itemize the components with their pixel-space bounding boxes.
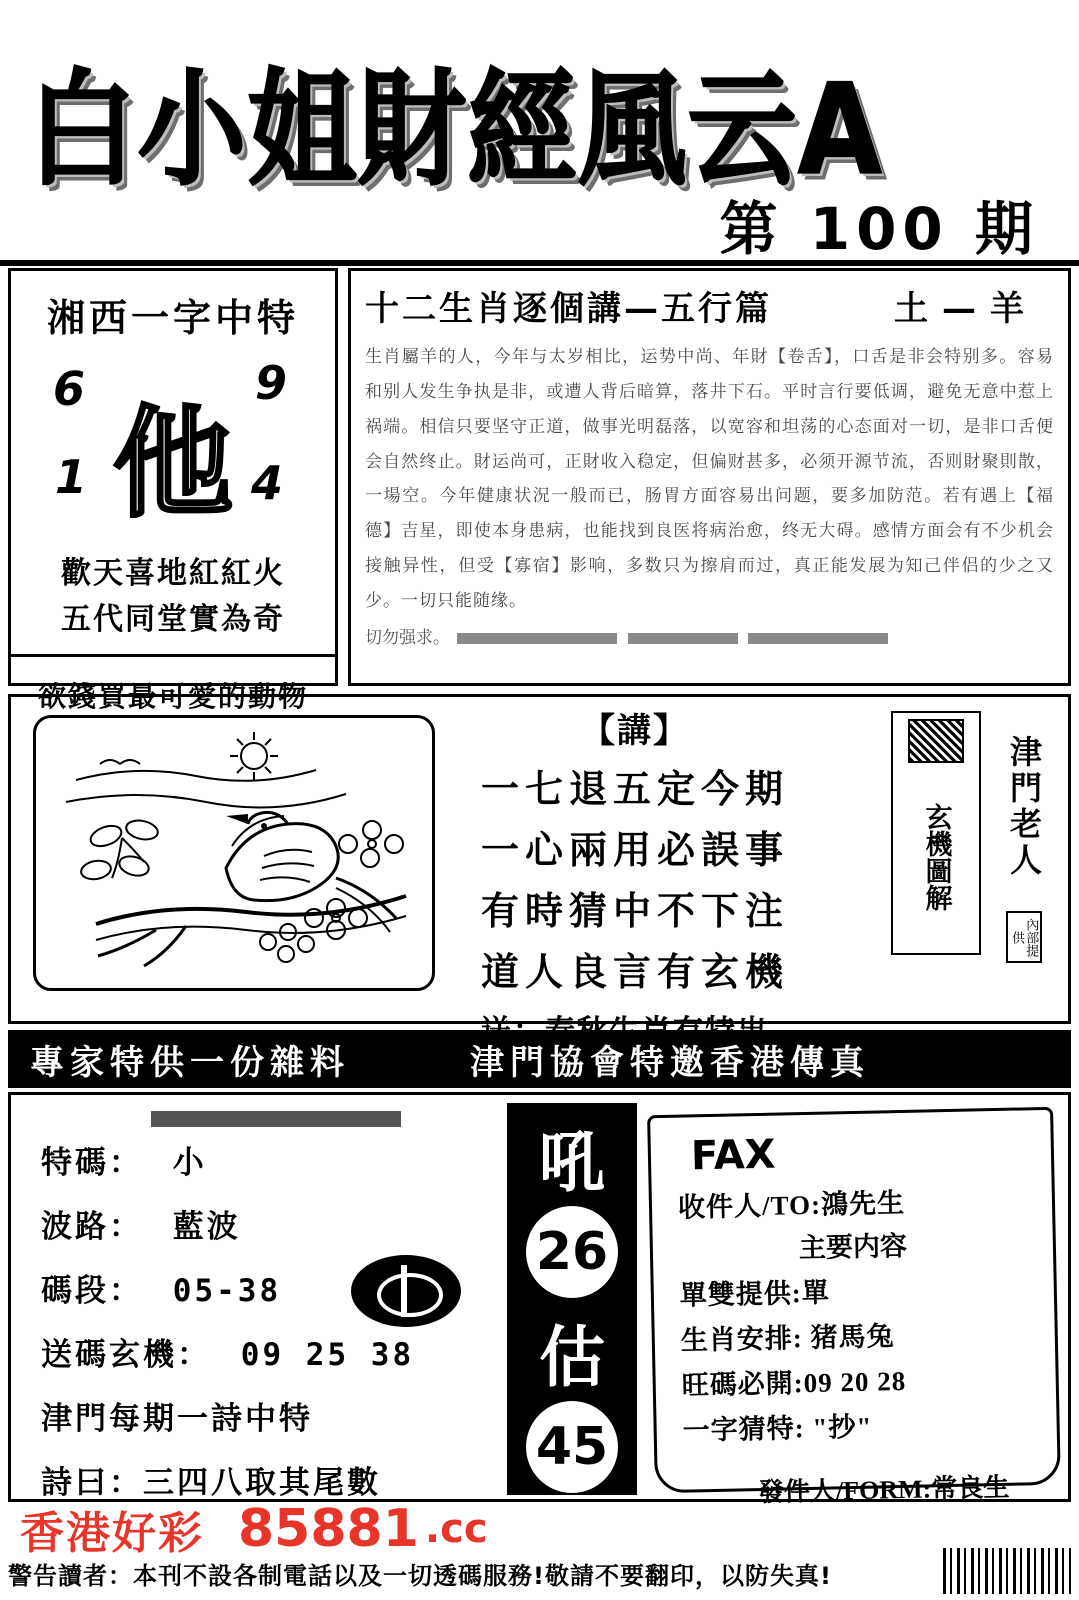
fax-subject: 主要内容 — [798, 1230, 908, 1264]
verse-line-3: 有時猜中不下注 — [481, 888, 790, 933]
fax-detail-row: 旺碼必開:09 20 28 — [681, 1365, 907, 1401]
row-value: 小 — [172, 1145, 207, 1181]
author-name: 津門老人 — [1005, 735, 1043, 879]
lucky-box-footer: 欲錢買最可愛的動物 — [37, 680, 308, 713]
redaction-bar — [457, 633, 617, 644]
zodiac-closing-line — [365, 623, 1054, 648]
zodiac-title: 十二生肖逐個講—五行篇 — [365, 289, 772, 329]
zodiac-element-tag: 土—羊 — [894, 289, 1038, 329]
bird-illustration-svg — [36, 718, 432, 988]
brand-number: 85881 — [238, 1499, 419, 1559]
verse-line-4: 道人良言有玄機 — [481, 949, 790, 994]
zodiac-article — [348, 268, 1071, 686]
row-value: 09 25 38 — [240, 1337, 415, 1373]
issue-number: 第 100 期 — [719, 195, 1039, 263]
row-value: 藍波 — [172, 1209, 241, 1245]
zodiac-closing-text: 切勿强求。 — [365, 627, 450, 647]
footer-warning-note: 警告讀者：本刊不設各制電話以及一切透碼服務!敬請不要翻印，以防失真! — [8, 1562, 832, 1590]
fax-sender: 發件人/FORM:常良生 — [757, 1472, 1010, 1508]
lucky-number-box — [8, 268, 338, 713]
lucky-number-top-left: 6 — [53, 362, 86, 416]
lucky-number-grid — [11, 346, 335, 546]
verse-line-2: 一心兩用必誤事 — [481, 827, 790, 872]
row-label: 波路： — [41, 1209, 143, 1245]
seal-stamp-icon — [908, 719, 964, 763]
illustration-band — [8, 694, 1071, 1024]
list-item — [41, 1457, 511, 1502]
fax-recipient: 收件人/TO:鴻先生 — [677, 1187, 906, 1223]
seal-box — [891, 711, 981, 955]
redaction-bar — [151, 1111, 401, 1127]
list-item — [41, 1329, 511, 1374]
zodiac-header — [365, 281, 1054, 330]
redaction-bar — [748, 633, 888, 644]
seal-label: 玄機圖解 — [920, 803, 952, 911]
footer-brand — [20, 1500, 1060, 1558]
author-column — [986, 707, 1062, 957]
list-item — [41, 1137, 511, 1182]
shout-char-bottom: 估 — [539, 1319, 605, 1396]
shout-number-bottom: 45 — [526, 1401, 618, 1493]
brand-name: 香港好彩 — [20, 1508, 204, 1559]
row-label: 送碼玄機： — [41, 1337, 211, 1373]
publication-title: 白小姐財經風云A — [28, 58, 884, 203]
top-band — [8, 268, 1071, 713]
fax-title: FAX — [690, 1131, 776, 1180]
bird-illustration — [33, 715, 435, 991]
row-value: 05-38 — [172, 1273, 282, 1309]
shout-number-top: 26 — [526, 1206, 618, 1298]
verse-line-1: 一七退五定今期 — [481, 766, 790, 811]
row-label: 詩曰：三四八取其尾數 — [41, 1465, 381, 1501]
shout-panel — [507, 1103, 637, 1495]
lucky-big-character: 他 — [113, 393, 233, 534]
fax-detail-row: 一字猜特: "抄" — [682, 1411, 873, 1446]
redaction-bar — [628, 633, 738, 644]
fax-detail-row: 生肖安排: 猪馬兔 — [680, 1321, 895, 1356]
lucky-number-bottom-right: 4 — [250, 456, 283, 510]
verse-block — [481, 703, 901, 1050]
banner-left-text: 專家特供一份雜料 — [30, 1042, 350, 1083]
row-label: 特碼： — [41, 1145, 143, 1181]
zodiac-body-text: 生肖屬羊的人，今年与太岁相比，运势中尚、年財【卷舌】，口舌是非会特别多。容易和别人发生争执是非，或遭人背后暗算，落井下石。平时言行要低调，避免无意中惹上祸端。相信只要坚守正道，做事光明磊落，以宽容和坦荡的心态面对一切，是非口舌便会自然终止。財运尚可，正財收入稳定，但偏财甚多，必须开源节流，否则財聚則散，一場空。今年健康状況一般而已，肠胃方面容易出问题，要多加防范。若有遇上【福德】吉星，即使本身患病，也能找到良医将病治愈，终无大碍。感情方面会有不少机会接触异性，但受【寡宿】影响，多数只为擦肩而过，真正能发展为知己伴侣的少之又少。一切只能随缘。 — [365, 347, 1054, 610]
lucky-number-top-right: 9 — [254, 356, 287, 410]
lucky-couplet-line-2: 五代同堂實為奇 — [61, 602, 285, 637]
lucky-box-title: 湘西一字中特 — [46, 296, 299, 340]
shout-char-top: 吼 — [539, 1124, 605, 1201]
banner-right-text: 津門協會特邀香港傳真 — [470, 1042, 870, 1083]
lucky-number-bottom-left: 1 — [55, 450, 88, 504]
verse-heading: 【講】 — [581, 711, 689, 751]
barcode-icon — [943, 1548, 1071, 1594]
brand-logo-icon — [351, 1255, 461, 1327]
row-label: 津門每期一詩中特 — [41, 1401, 313, 1437]
masthead — [0, 0, 1079, 266]
list-item — [41, 1393, 511, 1438]
fax-card — [647, 1107, 1061, 1508]
internal-supply-badge: 內部提供 — [1006, 911, 1043, 963]
fax-detail-row: 單雙提供:單 — [679, 1277, 831, 1311]
list-item — [41, 1201, 511, 1246]
data-band — [8, 1092, 1071, 1508]
divider — [11, 654, 335, 657]
brand-tld: .cc — [424, 1506, 488, 1552]
lucky-couplet-line-1: 歡天喜地紅紅火 — [61, 556, 285, 591]
row-label: 碼段： — [41, 1273, 143, 1309]
section-banner — [8, 1030, 1071, 1088]
